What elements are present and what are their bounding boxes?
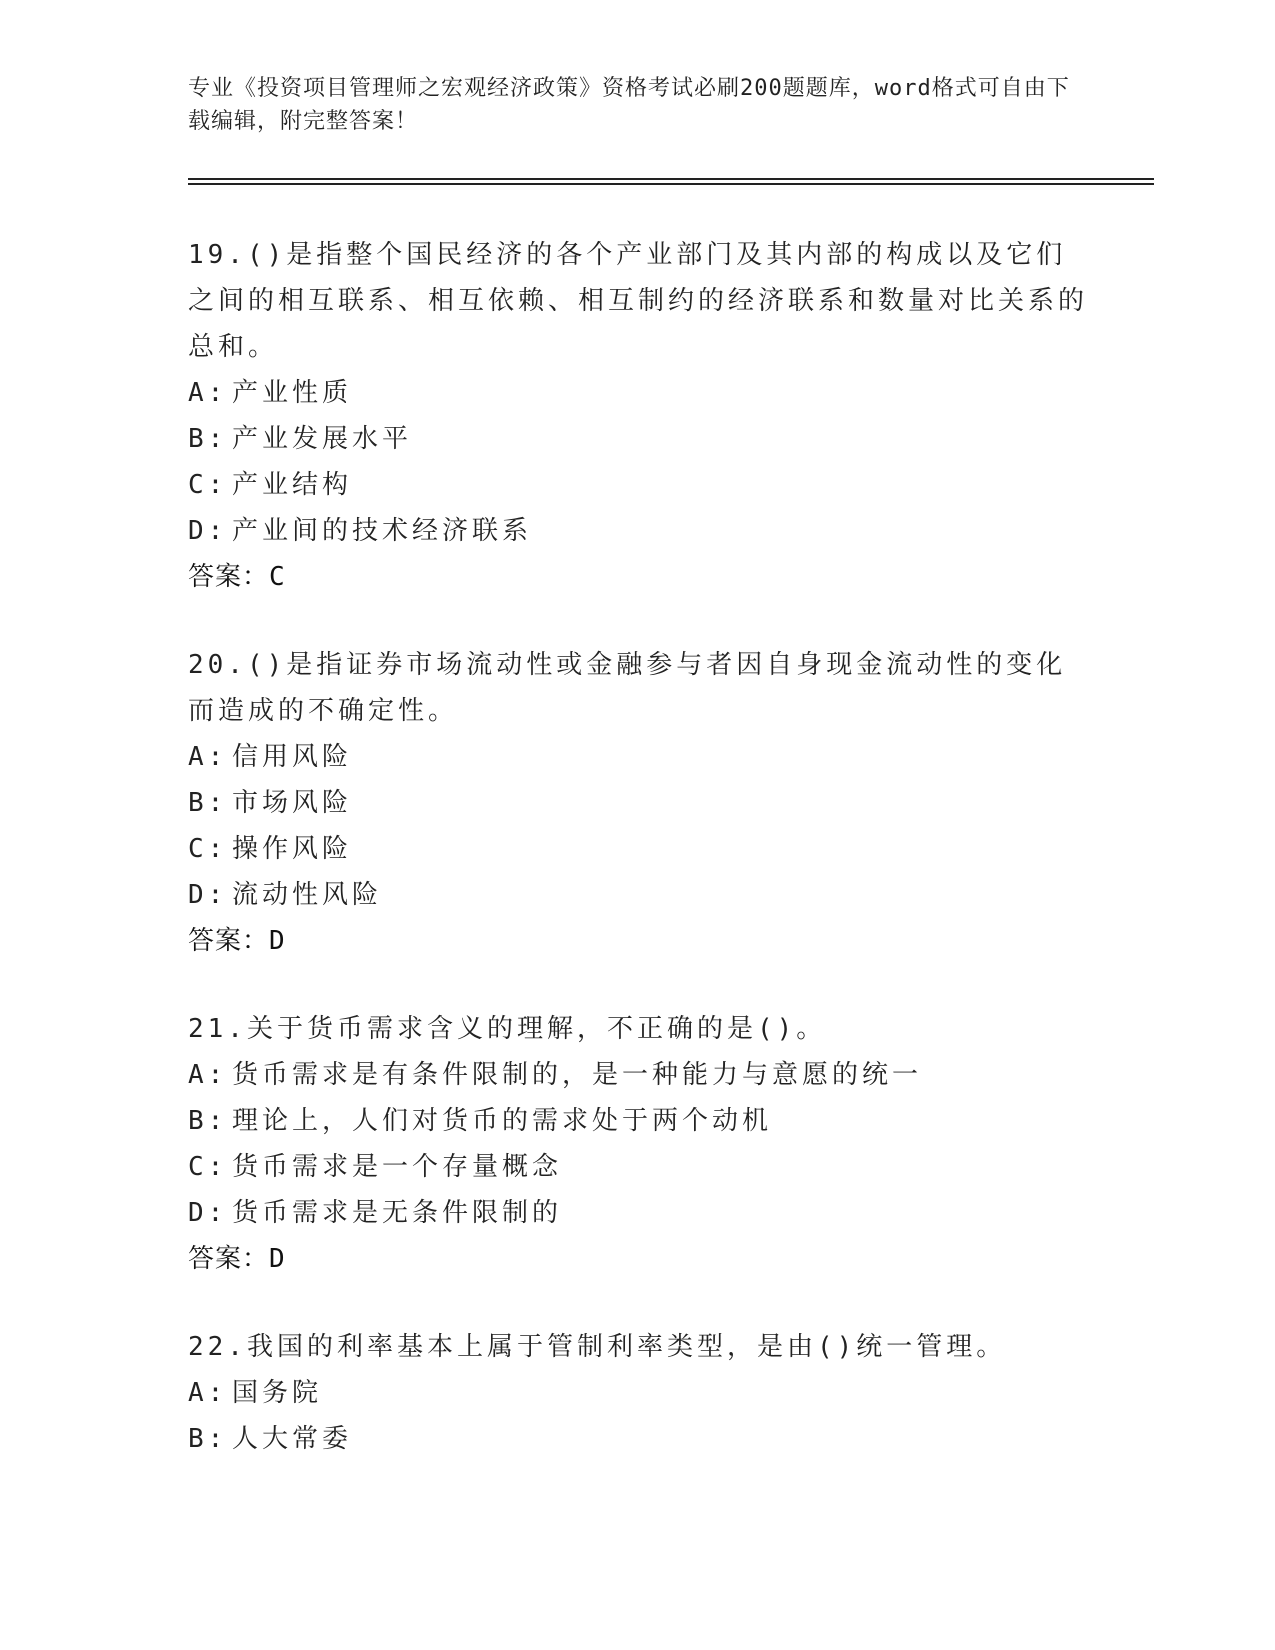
question-text: 21.关于货币需求含义的理解，不正确的是()。 [188, 1014, 827, 1044]
option-text: 市场风险 [232, 788, 353, 818]
option-b [188, 780, 1088, 826]
option-c [188, 462, 1088, 508]
option-text: 货币需求是一个存量概念 [232, 1152, 563, 1182]
option-text: 信用风险 [232, 742, 353, 772]
option-text: 产业性质 [232, 378, 353, 408]
option-c [188, 1144, 1088, 1190]
option-a [188, 1052, 1088, 1098]
option-a [188, 734, 1088, 780]
answer-value: D [269, 1244, 286, 1274]
option-b [188, 1416, 1088, 1462]
answer-value: D [269, 926, 286, 956]
option-letter: B: [188, 424, 228, 454]
answer-line [188, 554, 1088, 600]
option-c [188, 826, 1088, 872]
question-text: 22.我国的利率基本上属于管制利率类型，是由()统一管理。 [188, 1332, 1007, 1362]
option-text: 理论上，人们对货币的需求处于两个动机 [232, 1106, 773, 1136]
option-text: 货币需求是有条件限制的，是一种能力与意愿的统一 [232, 1060, 923, 1090]
option-b [188, 416, 1088, 462]
option-d [188, 872, 1088, 918]
question-list [188, 232, 1088, 1504]
option-a [188, 370, 1088, 416]
answer-value: C [269, 562, 286, 592]
option-letter: A: [188, 1060, 228, 1090]
option-letter: B: [188, 1106, 228, 1136]
option-letter: C: [188, 1152, 228, 1182]
option-letter: C: [188, 834, 228, 864]
option-letter: A: [188, 742, 228, 772]
header-divider-top [188, 178, 1154, 180]
option-letter: B: [188, 1424, 228, 1454]
option-text: 货币需求是无条件限制的 [232, 1198, 563, 1228]
option-text: 产业结构 [232, 470, 353, 500]
answer-label: 答案： [188, 1244, 270, 1274]
question-20 [188, 642, 1088, 964]
question-text: 20.()是指证券市场流动性或金融参与者因自身现金流动性的变化而造成的不确定性。 [188, 650, 1067, 726]
option-text: 操作风险 [232, 834, 353, 864]
option-text: 产业发展水平 [232, 424, 413, 454]
header-divider-bottom [188, 183, 1154, 185]
option-letter: A: [188, 1378, 228, 1408]
answer-line [188, 1236, 1088, 1282]
option-d [188, 1190, 1088, 1236]
option-d [188, 508, 1088, 554]
document-header: 专业《投资项目管理师之宏观经济政策》资格考试必刷200题题库，word格式可自由下载编辑，附完整答案！ [188, 76, 1070, 134]
option-letter: A: [188, 378, 228, 408]
option-b [188, 1098, 1088, 1144]
option-a [188, 1370, 1088, 1416]
question-21 [188, 1006, 1088, 1282]
option-text: 产业间的技术经济联系 [232, 516, 533, 546]
option-text: 国务院 [232, 1378, 323, 1408]
option-text: 人大常委 [232, 1424, 353, 1454]
option-letter: D: [188, 880, 228, 910]
question-22 [188, 1324, 1088, 1462]
question-text: 19.()是指整个国民经济的各个产业部门及其内部的构成以及它们之间的相互联系、相互依赖、相互制约的经济联系和数量对比关系的总和。 [188, 240, 1089, 362]
answer-label: 答案： [188, 562, 270, 592]
question-19 [188, 232, 1088, 600]
option-letter: B: [188, 788, 228, 818]
option-letter: D: [188, 516, 228, 546]
option-text: 流动性风险 [232, 880, 383, 910]
option-letter: C: [188, 470, 228, 500]
answer-label: 答案： [188, 926, 270, 956]
answer-line [188, 918, 1088, 964]
option-letter: D: [188, 1198, 228, 1228]
